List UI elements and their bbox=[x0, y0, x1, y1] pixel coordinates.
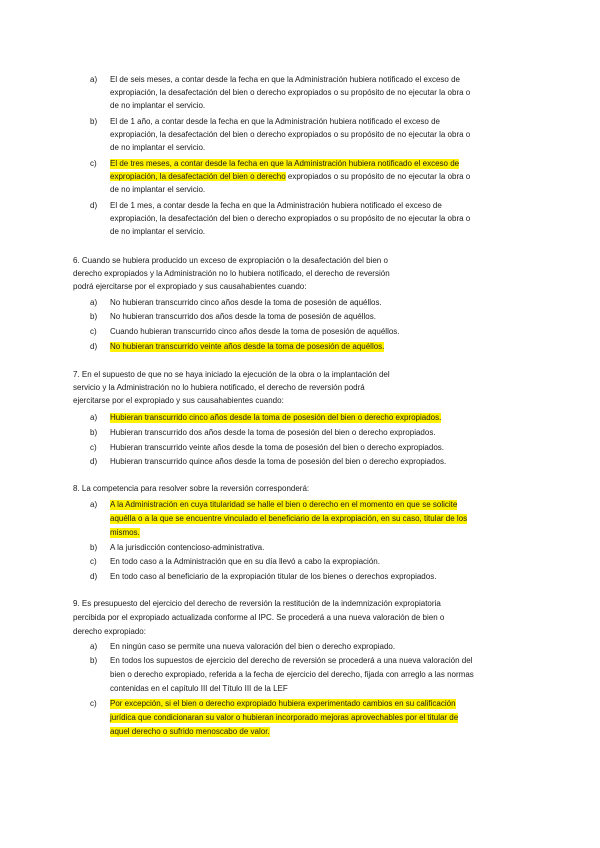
option-text: contenidas en el capítulo III del Título III de la LEF bbox=[110, 684, 288, 693]
option-text: Cuando hubieran transcurrido cinco años desde la toma de posesión de aquéllos. bbox=[110, 327, 400, 336]
highlighted-option-text: El de tres meses, a contar desde la fecha en que la Administración hubiera notificado el exceso de bbox=[110, 159, 460, 168]
option-letter: b) bbox=[90, 656, 98, 665]
option-letter: b) bbox=[90, 312, 98, 321]
question-stem: percibida por el expropiado actualizada conforme al IPC. Se procederá a una nueva valoración de bien o bbox=[73, 613, 445, 622]
option-text: Hubieran transcurrido quince años desde la toma de posesión del bien o derecho expropiados. bbox=[110, 457, 447, 466]
option-letter: b) bbox=[90, 428, 98, 437]
option-text: En todos los supuestos de ejercicio del derecho de reversión se procederá a una nueva valoración del bbox=[110, 656, 473, 665]
highlighted-option-text: A la Administración en cuya titularidad se halle el bien o derecho en el momento en que se solicite bbox=[110, 500, 458, 509]
option-letter: b) bbox=[90, 543, 98, 552]
highlighted-option-text: mismos. bbox=[110, 528, 140, 537]
option-letter: d) bbox=[90, 342, 98, 351]
option-text: No hubieran transcurrido dos años desde la toma de posesión de aquéllos. bbox=[110, 312, 376, 321]
option-text: expropiación, la desafectación del bien o derecho expropiados o su propósito de no ejecutar la obra o bbox=[110, 214, 471, 223]
option-letter: d) bbox=[90, 457, 98, 466]
option-letter: c) bbox=[90, 699, 97, 708]
option-letter: d) bbox=[90, 572, 98, 581]
option-letter: a) bbox=[90, 413, 98, 422]
question-stem: ejercitarse por el expropiado y sus causahabientes cuando: bbox=[73, 396, 284, 405]
highlighted-option-text: jurídica que condicionaran su valor o hubieran incorporado mejoras aprovechables por el titular de bbox=[110, 713, 459, 722]
highlighted-option-text: Hubieran transcurrido cinco años desde la toma de posesión del bien o derecho expropiados. bbox=[110, 413, 442, 422]
question-stem: 6. Cuando se hubiera producido un exceso de expropiación o la desafectación del bien o bbox=[73, 256, 388, 265]
question-stem: servicio y la Administración no lo hubiera notificado, el derecho de reversión podrá bbox=[73, 383, 365, 392]
option-text: Hubieran transcurrido veinte años desde la toma de posesión del bien o derecho expropiados. bbox=[110, 443, 444, 452]
option-text: En todo caso a la Administración que en su día llevó a cabo la expropiación. bbox=[110, 557, 380, 566]
highlighted-option-text: aquélla o a la que se encuentre vinculado el beneficiario de la expropiación, en su caso, titular de los bbox=[110, 514, 468, 523]
plain-fragment: expropiados o su propósito de no ejecutar la obra o bbox=[285, 172, 471, 181]
question-stem: podrá ejercitarse por el expropiado y sus causahabientes cuando: bbox=[73, 282, 307, 291]
highlighted-fragment: expropiación, la desafectación del bien o derecho bbox=[110, 172, 286, 181]
highlighted-option-text: aquel derecho o sufrido menoscabo de valor. bbox=[110, 727, 270, 736]
option-text-line bbox=[110, 172, 470, 182]
option-letter: c) bbox=[90, 557, 97, 566]
option-letter: b) bbox=[90, 117, 98, 126]
option-text: En todo caso al beneficiario de la expropiación titular de los bienes o derechos expropiados. bbox=[110, 572, 437, 581]
highlighted-option-text: No hubieran transcurrido veinte años desde la toma de posesión de aquéllos. bbox=[110, 342, 385, 351]
option-letter: a) bbox=[90, 298, 98, 307]
option-letter: c) bbox=[90, 443, 97, 452]
option-text: Hubieran transcurrido dos años desde la toma de posesión del bien o derecho expropiados. bbox=[110, 428, 436, 437]
option-text: expropiación, la desafectación del bien o derecho expropiados o su propósito de no ejecutar la obra o bbox=[110, 88, 471, 97]
option-text: A la jurisdicción contencioso-administrativa. bbox=[110, 543, 265, 552]
option-letter: c) bbox=[90, 327, 97, 336]
option-letter: a) bbox=[90, 75, 98, 84]
option-text: de no implantar el servicio. bbox=[110, 185, 206, 194]
option-text: El de seis meses, a contar desde la fecha en que la Administración hubiera notificado el exceso de bbox=[110, 75, 460, 84]
question-stem: 7. En el supuesto de que no se haya iniciado la ejecución de la obra o la implantación del bbox=[73, 370, 390, 379]
option-text: El de 1 año, a contar desde la fecha en que la Administración hubiera notificado el exceso de bbox=[110, 117, 440, 126]
question-stem: derecho expropiados y la Administración no lo hubiera notificado, el derecho de reversión bbox=[73, 269, 390, 278]
option-letter: d) bbox=[90, 201, 98, 210]
option-letter: a) bbox=[90, 642, 98, 651]
question-stem: 9. Es presupuesto del ejercicio del derecho de reversión la restitución de la indemnización expropiatoria bbox=[73, 599, 441, 608]
option-text: En ningún caso se permite una nueva valoración del bien o derecho expropiado. bbox=[110, 642, 396, 651]
option-text: bien o derecho expropiado, referida a la fecha de ejercicio del derecho, fijada con arreglo a las normas bbox=[110, 670, 474, 679]
question-stem: 8. La competencia para resolver sobre la reversión corresponderá: bbox=[73, 484, 310, 493]
option-text: de no implantar el servicio. bbox=[110, 227, 206, 236]
option-text: No hubieran transcurrido cinco años desde la toma de posesión de aquéllos. bbox=[110, 298, 382, 307]
option-letter: c) bbox=[90, 159, 97, 168]
option-letter: a) bbox=[90, 500, 98, 509]
option-text: de no implantar el servicio. bbox=[110, 101, 206, 110]
option-text: El de 1 mes, a contar desde la fecha en que la Administración hubiera notificado el exceso de bbox=[110, 201, 442, 210]
option-text: de no implantar el servicio. bbox=[110, 143, 206, 152]
option-text: expropiación, la desafectación del bien o derecho expropiados o su propósito de no ejecutar la obra o bbox=[110, 130, 471, 139]
question-stem: derecho expropiado: bbox=[73, 627, 146, 636]
highlighted-option-text: Por excepción, si el bien o derecho expropiado hubiera experimentado cambios en su calificación bbox=[110, 699, 456, 708]
